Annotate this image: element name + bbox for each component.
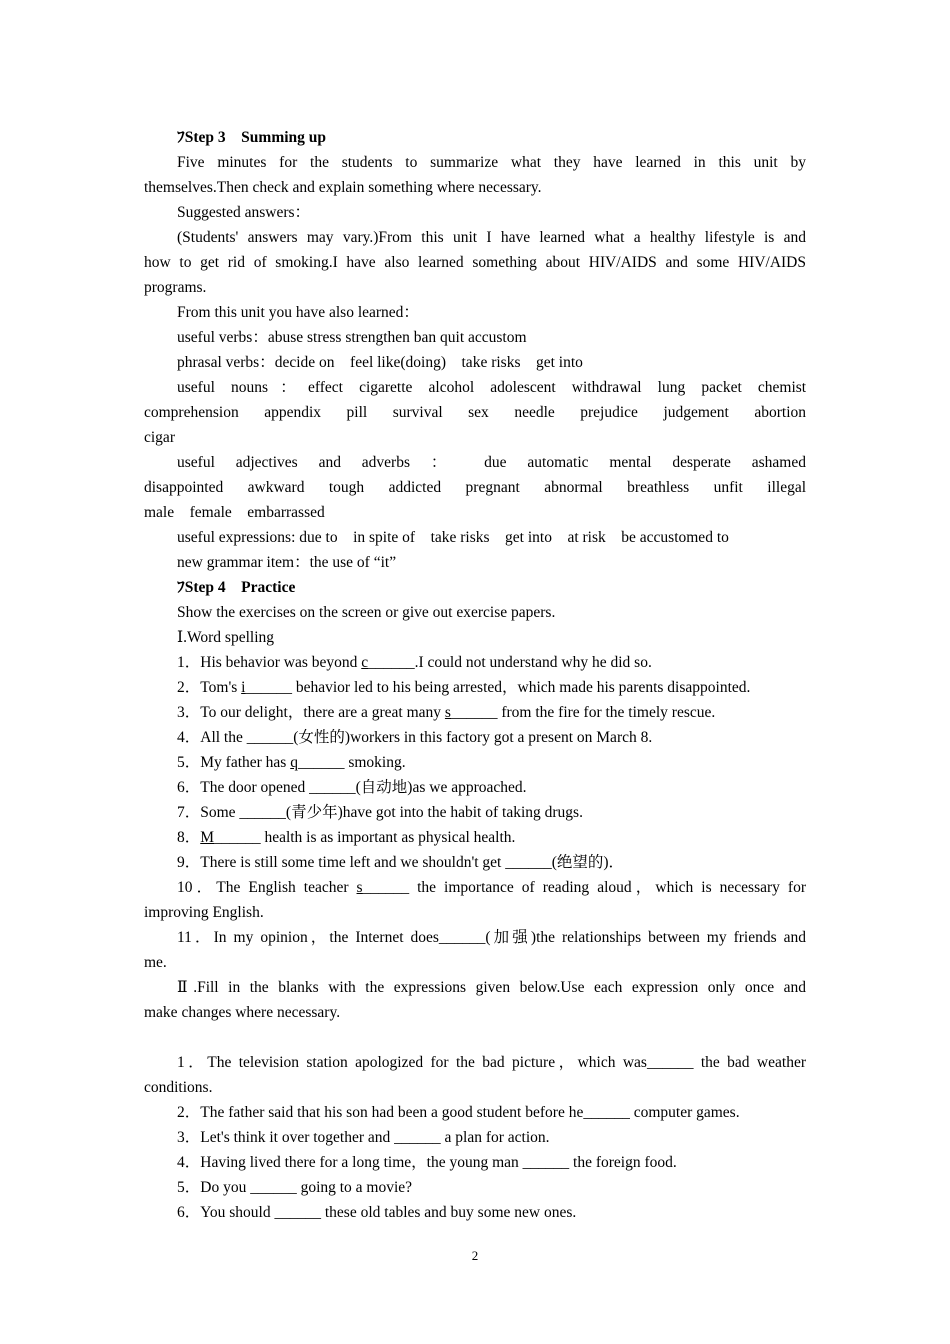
step4-title: Step 4 Practice bbox=[184, 579, 296, 596]
step4-marker: ﾌ bbox=[177, 579, 185, 596]
noun-word: cigarette bbox=[359, 379, 413, 396]
new-grammar-item: new grammar item：the use of “it” bbox=[177, 554, 397, 571]
part1-question-3 bbox=[144, 700, 806, 725]
noun-word: chemist bbox=[757, 379, 807, 396]
part2-question-5: 5．Do you ______ going to a movie? bbox=[177, 1179, 413, 1196]
useful-nouns-label: useful nouns： bbox=[177, 379, 308, 396]
adj-word: awkward bbox=[247, 479, 305, 496]
adj-word: unfit bbox=[713, 479, 743, 496]
adj-word: automatic bbox=[527, 454, 589, 471]
noun-word: lung bbox=[657, 379, 686, 396]
step3-title: Step 3 Summing up bbox=[184, 129, 327, 146]
adj-label-word: adjectives bbox=[235, 454, 298, 471]
noun-word: withdrawal bbox=[571, 379, 642, 396]
question-text: 8． bbox=[177, 829, 201, 846]
adj-word: illegal bbox=[767, 479, 807, 496]
part1-question-1 bbox=[144, 650, 806, 675]
question-text: 5．My father has bbox=[177, 754, 291, 771]
part2-title-line2: make changes where necessary. bbox=[144, 1004, 341, 1021]
step3-heading bbox=[144, 125, 806, 150]
noun-word: sex bbox=[468, 404, 489, 421]
noun-word: judgement bbox=[663, 404, 729, 421]
part1-question-10 bbox=[144, 875, 806, 900]
hint-letter: M bbox=[200, 829, 215, 846]
part2-question-1-cont: conditions. bbox=[144, 1079, 213, 1096]
adj-word: abnormal bbox=[544, 479, 603, 496]
part2-question-2: 2．The father said that his son had been a good student before he______ computer games. bbox=[177, 1104, 740, 1121]
part1-question-6: 6．The door opened ______(自动地)as we approached. bbox=[177, 779, 527, 796]
suggested-answers-label: Suggested answers： bbox=[177, 204, 311, 221]
part1-question-11: 11．In my opinion，the Internet does______(加强)the relationships between my friends and bbox=[177, 929, 806, 946]
adj-label-colon: ： bbox=[430, 454, 464, 471]
also-learned-label: From this unit you have also learned： bbox=[177, 304, 419, 321]
answer-line2: how to get rid of smoking.I have also learned something about HIV/AIDS and some HIV/AIDS bbox=[144, 254, 806, 271]
adj-label-word: and bbox=[318, 454, 341, 471]
noun-word: prejudice bbox=[580, 404, 638, 421]
question-text: 3．To our delight，there are a great many bbox=[177, 704, 445, 721]
part2-question-3: 3．Let's think it over together and ______ a plan for action. bbox=[177, 1129, 550, 1146]
phrasal-verbs: phrasal verbs：decide on feel like(doing) take risks get into bbox=[177, 354, 583, 371]
useful-adjectives-line1 bbox=[144, 450, 806, 475]
question-text: 10．The English teacher bbox=[177, 879, 357, 896]
hint-letter: c bbox=[361, 654, 369, 671]
step4-intro: Show the exercises on the screen or give out exercise papers. bbox=[177, 604, 556, 621]
adj-word: disappointed bbox=[144, 479, 224, 496]
adj-word: mental bbox=[609, 454, 652, 471]
part1-question-4: 4．All the ______(女性的)workers in this factory got a present on March 8. bbox=[177, 729, 653, 746]
noun-word: adolescent bbox=[490, 379, 556, 396]
adj-word: due bbox=[484, 454, 507, 471]
adj-word: tough bbox=[328, 479, 365, 496]
useful-verbs: useful verbs：abuse stress strengthen ban quit accustom bbox=[177, 329, 527, 346]
adj-label-word: adverbs bbox=[361, 454, 410, 471]
useful-nouns-line2 bbox=[144, 400, 806, 425]
question-text: ______ from the fire for the timely rescue. bbox=[450, 704, 716, 721]
part1-title: Ⅰ.Word spelling bbox=[177, 629, 275, 646]
part2-question-1: 1．The television station apologized for the bad picture，which was______ the bad weather bbox=[177, 1054, 806, 1071]
part1-question-9: 9．There is still some time left and we shouldn't get ______(绝望的)． bbox=[177, 854, 625, 871]
part2-title-line1: Ⅱ.Fill in the blanks with the expressions given below.Use each expression only once and bbox=[177, 979, 806, 996]
adj-word: breathless bbox=[627, 479, 690, 496]
page-content bbox=[144, 125, 806, 1225]
noun-word: packet bbox=[701, 379, 742, 396]
part1-question-5 bbox=[144, 750, 806, 775]
question-text: 2．Tom's bbox=[177, 679, 242, 696]
adj-word: desperate bbox=[672, 454, 731, 471]
answer-line1: (Students' answers may vary.)From this unit I have learned what a healthy lifestyle is and bbox=[177, 229, 806, 246]
noun-word: abortion bbox=[754, 404, 807, 421]
hint-letter: s bbox=[356, 879, 363, 896]
useful-expressions: useful expressions: due to in spite of take risks get into at risk be accustomed to bbox=[177, 529, 729, 546]
hint-letter: i bbox=[241, 679, 246, 696]
step4-heading bbox=[144, 575, 806, 600]
question-text: ______ smoking. bbox=[297, 754, 406, 771]
useful-adjectives-line2 bbox=[144, 475, 806, 500]
part1-question-11-cont: me. bbox=[144, 954, 167, 971]
useful-nouns-line1 bbox=[144, 375, 806, 400]
question-text: ______.I could not understand why he did so. bbox=[368, 654, 652, 671]
question-text: ______ health is as important as physical health. bbox=[214, 829, 516, 846]
adj-word: pregnant bbox=[465, 479, 520, 496]
part2-question-4: 4．Having lived there for a long time，the young man ______ the foreign food. bbox=[177, 1154, 677, 1171]
answer-line3: programs. bbox=[144, 279, 207, 296]
part1-question-10-cont: improving English. bbox=[144, 904, 264, 921]
step3-intro-line2: themselves.Then check and explain something where necessary. bbox=[144, 179, 542, 196]
noun-word: effect bbox=[307, 379, 343, 396]
hint-letter: s bbox=[444, 704, 451, 721]
noun-word: survival bbox=[392, 404, 443, 421]
useful-adjectives-line3: male female embarrassed bbox=[144, 504, 325, 521]
part1-question-2 bbox=[144, 675, 806, 700]
noun-word: needle bbox=[514, 404, 555, 421]
noun-word: alcohol bbox=[428, 379, 475, 396]
question-text: 1．His behavior was beyond bbox=[177, 654, 362, 671]
useful-nouns-line3: cigar bbox=[144, 429, 175, 446]
adj-label-word: useful bbox=[177, 454, 215, 471]
adj-word: ashamed bbox=[751, 454, 806, 471]
noun-word: appendix bbox=[264, 404, 322, 421]
question-text: ______ the importance of reading aloud，which is necessary for bbox=[362, 879, 806, 896]
step3-marker: ﾌ bbox=[177, 129, 185, 146]
adj-word: addicted bbox=[388, 479, 442, 496]
step3-intro-line1: Five minutes for the students to summarize what they have learned in this unit by bbox=[177, 154, 806, 171]
noun-word: pill bbox=[346, 404, 368, 421]
question-text: ______ behavior led to his being arrested，which made his parents disappointed. bbox=[245, 679, 751, 696]
hint-letter: q bbox=[290, 754, 298, 771]
blank-line bbox=[144, 1025, 806, 1050]
page-number: 2 bbox=[471, 1248, 479, 1263]
part2-question-6: 6．You should ______ these old tables and buy some new ones. bbox=[177, 1204, 577, 1221]
noun-word: comprehension bbox=[144, 404, 239, 421]
part1-question-8 bbox=[144, 825, 806, 850]
part1-question-7: 7．Some ______(青少年)have got into the habit of taking drugs. bbox=[177, 804, 583, 821]
